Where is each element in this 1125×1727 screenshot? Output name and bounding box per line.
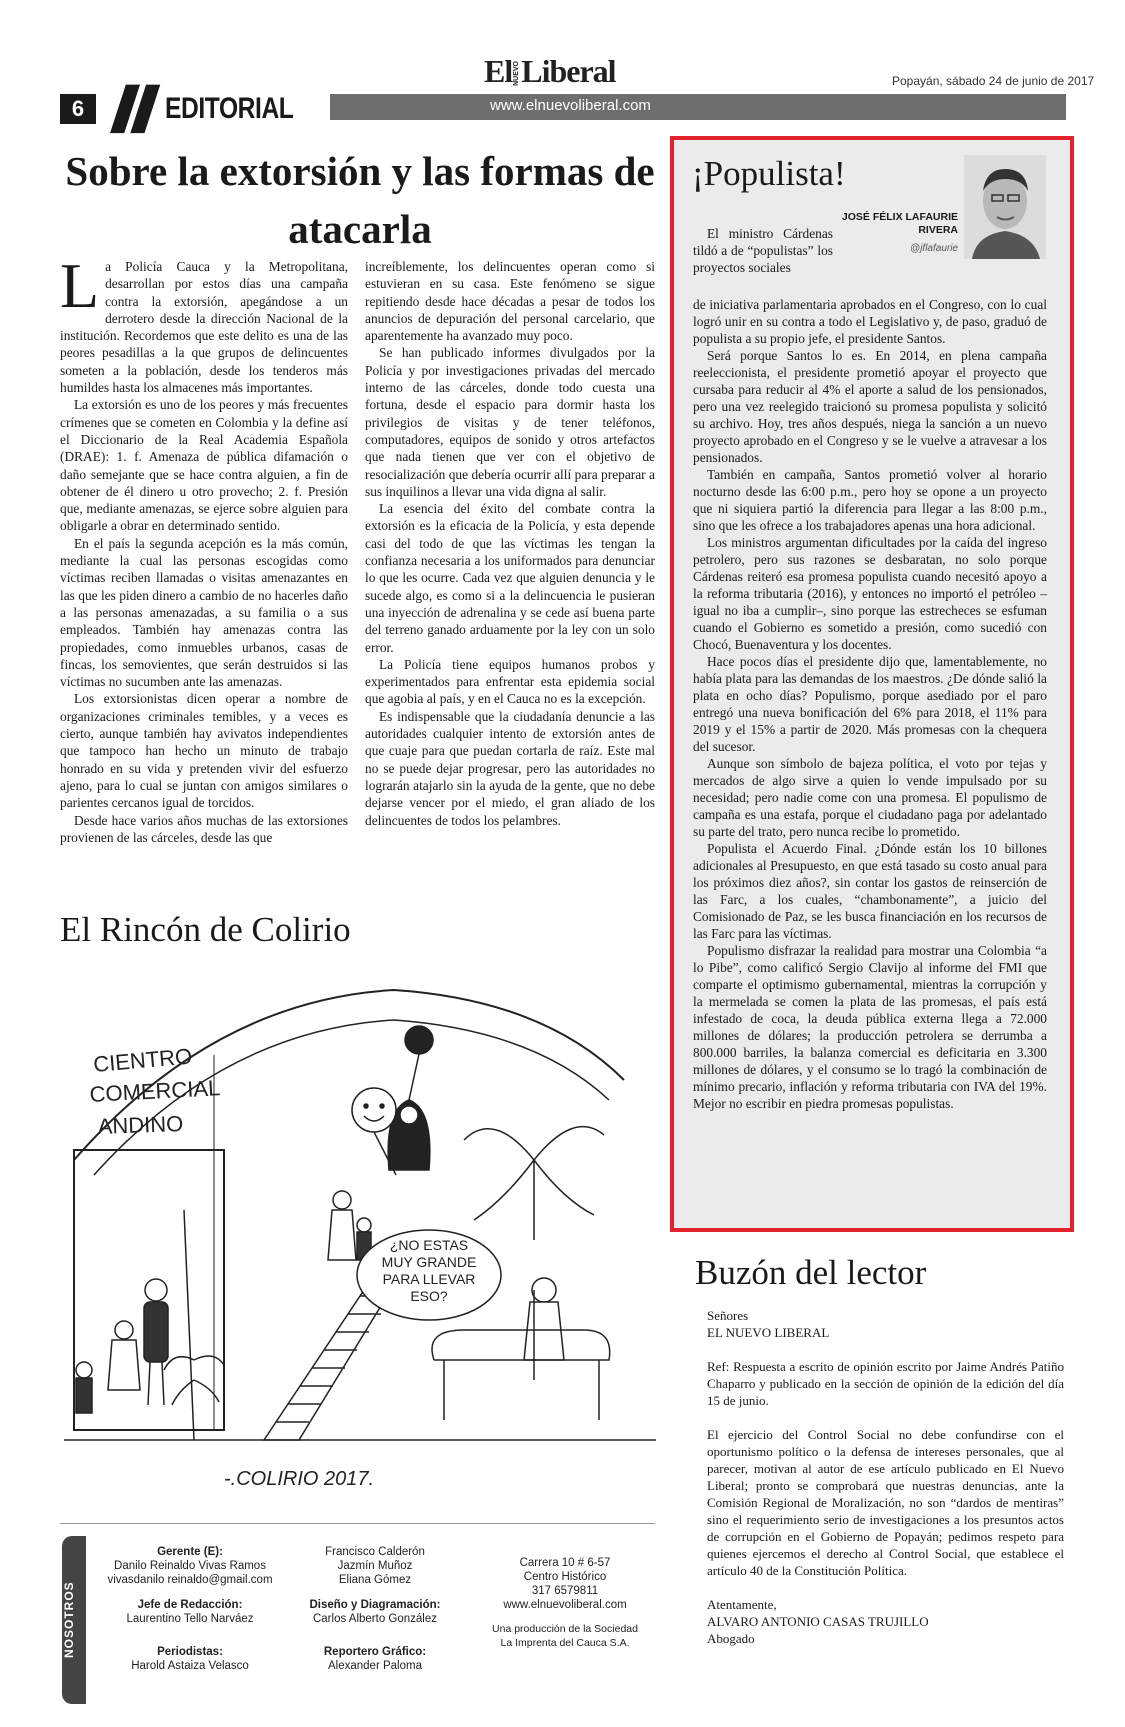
mailbox-signer: ALVARO ANTONIO CASAS TRUJILLO [707,1614,929,1629]
editorial-paragraph: La Policía Cauca y la Metropolitana, desarrollan por estos días una campaña contra la extorsión, apegándose a un derrotero desde la dirección Nacional de la institución. Recordemos que este delito es una de las peores pesadillas a la que grupos de delincuentes someten a la población, desde los tenderos más humildes hasta los almacenes más importantes. [60,250,348,396]
opinion-lead: El ministro Cárdenas tildó a de “populistas” los proyectos sociales [693,226,833,275]
editorial-column-2 [365,258,655,829]
mailbox-title: Buzón del lector [695,1253,927,1292]
cartoon-signature: -.COLIRIO 2017. [224,1468,375,1490]
page-number: 6 [60,94,96,124]
opinion-paragraph: También en campaña, Santos prometió volver al horario nocturno desde las 6:00 p.m., pero hoy se opone a un proyecto que ni siquiera partió la diferencia para llegar a las 8:00 p.m., sino que les ofrece a los trabajadores apenas una hora adicional. [693,467,1047,533]
cartoon-sign-line: COMERCIAL [88,1075,221,1107]
cartoon-sign-line: ANDINO [97,1111,184,1139]
opinion-paragraph: de iniciativa parlamentaria aprobados en el Congreso, con lo cual logró unir en su contra a todo el Legislativo y, de paso, graduó de populista a su propio jefe, el presidente Santos. [693,297,1047,346]
editorial-paragraph: La extorsión es uno de los peores y más frecuentes crímenes que se cometen en Colombia y la define así el Diccionario de la Real Academia Española (DRAE): 1. f. Amenaza de pública difamación o daño semejante que se hace contra alguien, a fin de obtener de él dinero u otro provecho; 2. f. Presión que, mediante amenazas, se ejerce sobre alguien para obligarle a obrar en determinado sentido. [60,397,348,534]
mailbox-signer-title: Abogado [707,1631,755,1646]
author-handle: @jflafaurie [910,243,958,254]
staff-design: Diseño y Diagramación: Carlos Alberto González [309,1599,441,1625]
logo-nuevo: NUEVO [513,61,521,86]
editorial-paragraph: increíblemente, los delincuentes operan como si estuvieran en su casa. Este fenómeno se sigue repitiendo desde hace décadas a pesar de todos los anuncios de depuración del personal carcelario, que aparentemente ha avanzado muy poco. [365,259,655,344]
website-url[interactable]: www.elnuevoliberal.com [490,97,651,114]
cartoon-illustration [64,960,656,1500]
editorial-paragraph: La esencia del éxito del combate contra la extorsión es la eficacia de la Policía, y esta depende casi del todo de que las víctimas les tengan la confianza necesaria a los uniformados para denunciar lo que les ocurre. Cada vez que alguien denuncia y le sucede algo, es como si a la delincuencia le pusieran una inyección de adrenalina y se cede así buena parte del terreno ganado arduamente por la ley con un solo error. [365,501,655,655]
staff-website-link[interactable]: www.elnuevoliberal.com [503,1599,627,1611]
cartoon-bubble-line: ESO? [410,1288,448,1304]
cartoon-bubble-line: MUY GRANDE [381,1254,477,1270]
opinion-paragraph: Hace pocos días el presidente dijo que, lamentablemente, no había plata para las demandas de los maestros. ¿De dónde salió la plata en ocho días? Populismo, porque asediado por el paro entregó una nueva bonificación del 6% para 2018, el 11% para 2019 y el 15% a partir de 2020. Más promesas con la chequera del sucesor. [693,654,1047,754]
editorial-paragraph: En el país la segunda acepción es la más común, mediante la cual las personas escogidas como víctimas reciben llamadas o visitas amenazantes en las que les piden dinero a cambio de no hacerles daño a las personas amenazadas, a su familia o a sus empleados. También hay amenazas contra las propiedades, como inmuebles urbanos, casas de fincas, los semovientes, que serán destruidos si las víctimas no sucumben ante las amenazas. [60,535,348,690]
mailbox-body-text: El ejercicio del Control Social no debe confundirse con el oportunismo político o la defensa de intereses personales, que al parecer, motivan al autor de ese artículo publicado en El Nuevo Liberal; pronto se comprobará que nuestras denuncias, ante la Comisión Regional de Moralización, no son “dardos de mentiras” sino el requerimiento serio de investigaciones a los presuntos actos de corrupción en el Gobierno de Popayán; pedimos respeto para quienes ejercemos el derecho al Control Social, que establece el artículo 40 de la Constitución Política. [707,1427,1064,1578]
section-title: EDITORIAL [165,92,294,125]
opinion-paragraph: Será porque Santos lo es. En 2014, en plena campaña reeleccionista, el presidente prometió apoyar el proyecto que cursaba para reducir al 4% el aporte a salud de los pensionados, pero una vez reelegido traicionó su promesa populista y solicitó su archivo. Hoy, tres años después, niega la sanción a un nuevo proyecto aprobado en el Congreso y se le vuelve a atravesar a los pensionados. [693,348,1047,465]
section-slash-mark: ▌▌ [111,86,166,130]
mailbox-closing: Atentamente, [707,1597,777,1612]
editorial-paragraph: Los extorsionistas dicen operar a nombre de organizaciones criminales temibles, y a veces es cierto, aunque también hay avivatos independientes que tampoco han hecho un minuto de trabajo honrado en su vida y pretenden vivir del esfuerzo ajeno, para lo cual se juntan con amigos similares o parientes cercanos igual de torcidos. [60,691,348,811]
cartoon-bubble-line: ¿NO ESTAS [389,1237,469,1253]
staff-production: Una producción de la Sociedad La Imprenta del Cauca S.A. [492,1623,638,1649]
nosotros-label: NOSOTROS [62,1581,76,1659]
cartoon-sign-line: CIENTRO [92,1043,194,1077]
mailbox-letter [707,1307,1064,1647]
newspaper-logo [484,53,616,90]
logo-el: El [484,53,513,89]
cartoon-title: El Rincón de Colirio [60,910,351,949]
staff-others: Francisco Calderón Jazmín Muñoz Eliana Gómez [325,1546,425,1586]
mailbox-ref: Ref: Respuesta a escrito de opinión escrito por Jaime Andrés Patiño Chaparro y publicado en la sección de opinión de la edición del día 15 de junio. [707,1359,1064,1408]
editorial-paragraph: La Policía tiene equipos humanos probos y experimentados para enfrentar esta epidemia social que agobia al país, y en el Cauca no es la excepción. [365,656,655,707]
logo-liberal: Liberal [521,53,616,89]
header-bar [330,94,1066,120]
editorial-paragraph: Desde hace varios años muchas de las extorsiones provienen de las cárceles, desde las que [60,812,348,845]
editorial-paragraph: Es indispensable que la ciudadanía denuncie a las autoridades cualquier intento de extorsión antes de que cuaje para que puedan cortarla de raíz. Este mal no se puede dejar progresar, pero las autoridades no lograrán atajarlo sin la ayuda de la gente, que no debe dejarse vencer por el miedo, el gran aliado de los delincuentes de todos los pelambres. [365,708,655,828]
editorial-paragraph: Se han publicado informes divulgados por la Policía y por investigaciones privadas del mercado interno de las cárceles, donde todo cuesta una fortuna, desde el espacio para dormir hasta los privilegios de visitas y de tener teléfonos, computadores, equipos de sonido y otros artefactos que nada tienen que ver con el objetivo de resocialización que debería ocurrir allí para preparar a sus inquilinos a llevar una vida digna al salir. [365,345,655,499]
opinion-paragraph: Populista el Acuerdo Final. ¿Dónde están los 10 billones adicionales al Presupuesto, en que está tasado su costo anual para los próximos diez años?, sin contar los gastos de reinserción de las Farc, a los cuales, “chambonamente”, a juicio del Comisionado de Paz, se les busca financiación en los recursos de las Farc para las víctimas. [693,841,1047,941]
mailbox-salutation: Señores [707,1308,749,1323]
author-photo [964,155,1046,259]
opinion-paragraph: Populismo disfrazar la realidad para mostrar una Colombia “a lo Pibe”, como calificó Sergio Clavijo al informe del FMI que comparte el optimismo gubernamental, mientras la corrupción y la mermelada se comen la plata de las promesas, el país está infestado de coca, la deuda pública externa llega a 72.000 millones de dólares; la producción petrolera se derrumba a 800.000 barriles, la balanza comercial es deficitaria en 3.300 millones de dólares, y el consumo se lo tragó la combinación de mínimo precario, inflación y reforma tributaria con IVA del 19%. Mejor no escribir en piedra promesas populistas. [693,943,1047,1111]
opinion-body [693,296,1047,1112]
mailbox-salutation: EL NUEVO LIBERAL [707,1325,830,1340]
editorial-title: Sobre la extorsión y las formas de atacarla [65,148,655,252]
staff-divider [60,1523,655,1524]
dropcap: L [60,250,100,321]
staff-photographer: Reportero Gráfico: Alexander Paloma [323,1646,427,1672]
staff-chief-editor: Jefe de Redacción: Laurentino Tello Narváez [126,1599,254,1625]
opinion-title: ¡Populista! [692,154,846,193]
editorial-column-1 [60,250,348,846]
staff-journalists: Periodistas: Harold Astaiza Velasco [131,1646,249,1672]
author-name: JOSÉ FÉLIX LAFAURIE RIVERA [841,211,958,236]
cartoon-bubble-line: PARA LLEVAR [382,1271,476,1287]
opinion-paragraph: Aunque son símbolo de bajeza política, el voto por tejas y mercados de algo sirve a quien lo vende impulsado por su necesidad; pero nadie come con una promesa. El populismo de campaña es una estafa, porque el ciudadano paga por adelantado su parte del trato, pero nunca recibe lo prometido. [693,756,1047,839]
date-line: Popayán, sábado 24 de junio de 2017 [892,74,1095,88]
staff-manager: Gerente (E): Danilo Reinaldo Vivas Ramos vivasdanilo reinaldo@gmail.com [107,1546,273,1586]
opinion-paragraph: Los ministros argumentan dificultades por la caída del ingreso petrolero, pero sus razones se desbaratan, no solo porque Cárdenas reiteró esa promesa populista cuando necesitó apoyo a la reforma tributaria (2016), y entonces no importó el petróleo –igual no iba a cumplir–, sino porque las estrecheces se esfuman cuando el Gobierno es sometido a presión, como sucedió con Chocó, Buenaventura y los docentes. [693,535,1047,652]
staff-address: Carrera 10 # 6-57 Centro Histórico 317 6579811 www.elnuevoliberal.com [480,1556,650,1612]
